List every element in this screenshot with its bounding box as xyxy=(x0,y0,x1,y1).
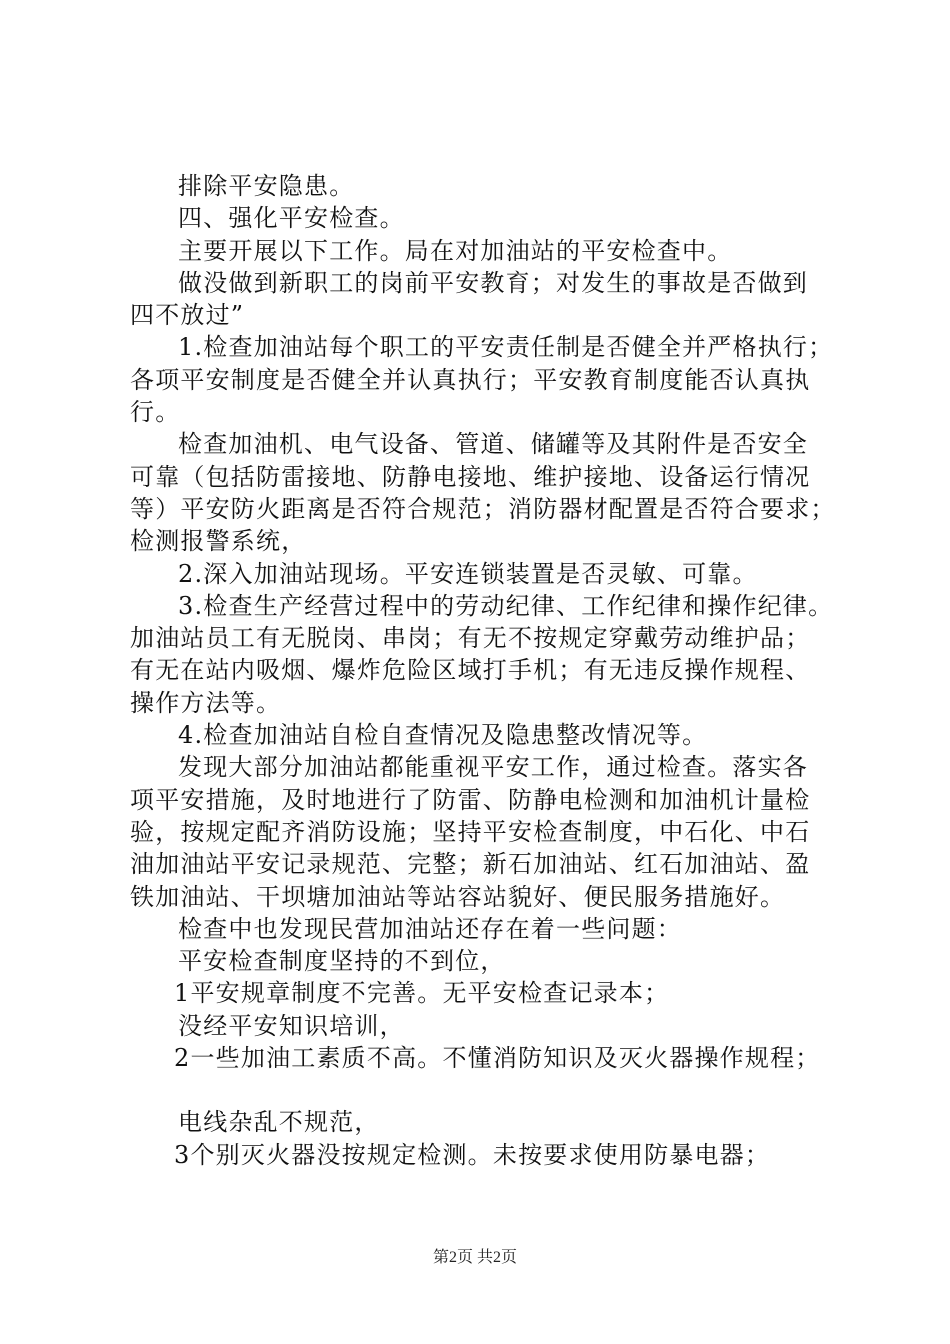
document-body xyxy=(130,170,836,1171)
paragraph-line: 没经平安知识培训， xyxy=(178,1011,405,1040)
page-footer: 第2页 共2页 xyxy=(432,1249,517,1266)
paragraph-line: 3个别灭火器没按规定检测。未按要求使用防暴电器； xyxy=(174,1140,771,1169)
paragraph-line: 排除平安隐患。 xyxy=(178,172,355,200)
paragraph-line: 检查中也发现民营加油站还存在着一些问题： xyxy=(178,914,682,943)
paragraph-line: 做没做到新职工的岗前平安教育；对发生的事故是否做到 xyxy=(178,268,808,297)
paragraph-line: 等）平安防火距离是否符合规范；消防器材配置是否符合要求； xyxy=(130,494,836,523)
paragraph-line: 项平安措施，及时地进行了防雷、防静电检测和加油机计量检 xyxy=(130,785,811,814)
paragraph-line: 检查加油机、电气设备、管道、储罐等及其附件是否安全 xyxy=(178,430,808,459)
paragraph-line: 验，按规定配齐消防设施；坚持平安检查制度，中石化、中石 xyxy=(130,817,811,846)
section-heading: 四、强化平安检查。 xyxy=(178,204,405,233)
paragraph-line: 发现大部分加油站都能重视平安工作，通过检查。落实各 xyxy=(178,753,808,782)
paragraph-line: 各项平安制度是否健全并认真执行；平安教育制度能否认真执 xyxy=(130,365,811,394)
paragraph-line: 操作方法等。 xyxy=(130,688,282,717)
paragraph-line: 铁加油站、干坝塘加油站等站容站貌好、便民服务措施好。 xyxy=(130,882,786,911)
paragraph-line: 2.深入加油站现场。平安连锁装置是否灵敏、可靠。 xyxy=(178,559,758,588)
paragraph-line: 2一些加油工素质不高。不懂消防知识及灭火器操作规程； xyxy=(174,1044,821,1073)
paragraph-line: 主要开展以下工作。局在对加油站的平安检查中。 xyxy=(178,236,733,265)
paragraph-line: 有无在站内吸烟、爆炸危险区域打手机；有无违反操作规程、 xyxy=(130,656,811,685)
blank-line xyxy=(130,1074,830,1106)
paragraph-line: 3.检查生产经营过程中的劳动纪律、工作纪律和操作纪律。 xyxy=(178,591,834,620)
paragraph-line: 1平安规章制度不完善。无平安检查记录本； xyxy=(174,979,670,1008)
paragraph-line: 4.检查加油站自检自查情况及隐患整改情况等。 xyxy=(178,721,708,750)
paragraph-line: 1.检查加油站每个职工的平安责任制是否健全并严格执行； xyxy=(178,333,834,362)
paragraph-line: 电线杂乱不规范， xyxy=(178,1108,380,1137)
paragraph-line: 平安检查制度坚持的不到位， xyxy=(178,947,506,976)
paragraph-line: 加油站员工有无脱岗、串岗；有无不按规定穿戴劳动维护品； xyxy=(130,624,811,653)
paragraph-line: 可靠（包括防雷接地、防静电接地、维护接地、设备运行情况 xyxy=(130,462,811,491)
paragraph-line: 检测报警系统， xyxy=(130,527,307,556)
paragraph-line: 四不放过” xyxy=(130,301,245,330)
paragraph-line: 行。 xyxy=(130,398,181,427)
paragraph-line: 油加油站平安记录规范、完整；新石加油站、红石加油站、盈 xyxy=(130,850,811,879)
